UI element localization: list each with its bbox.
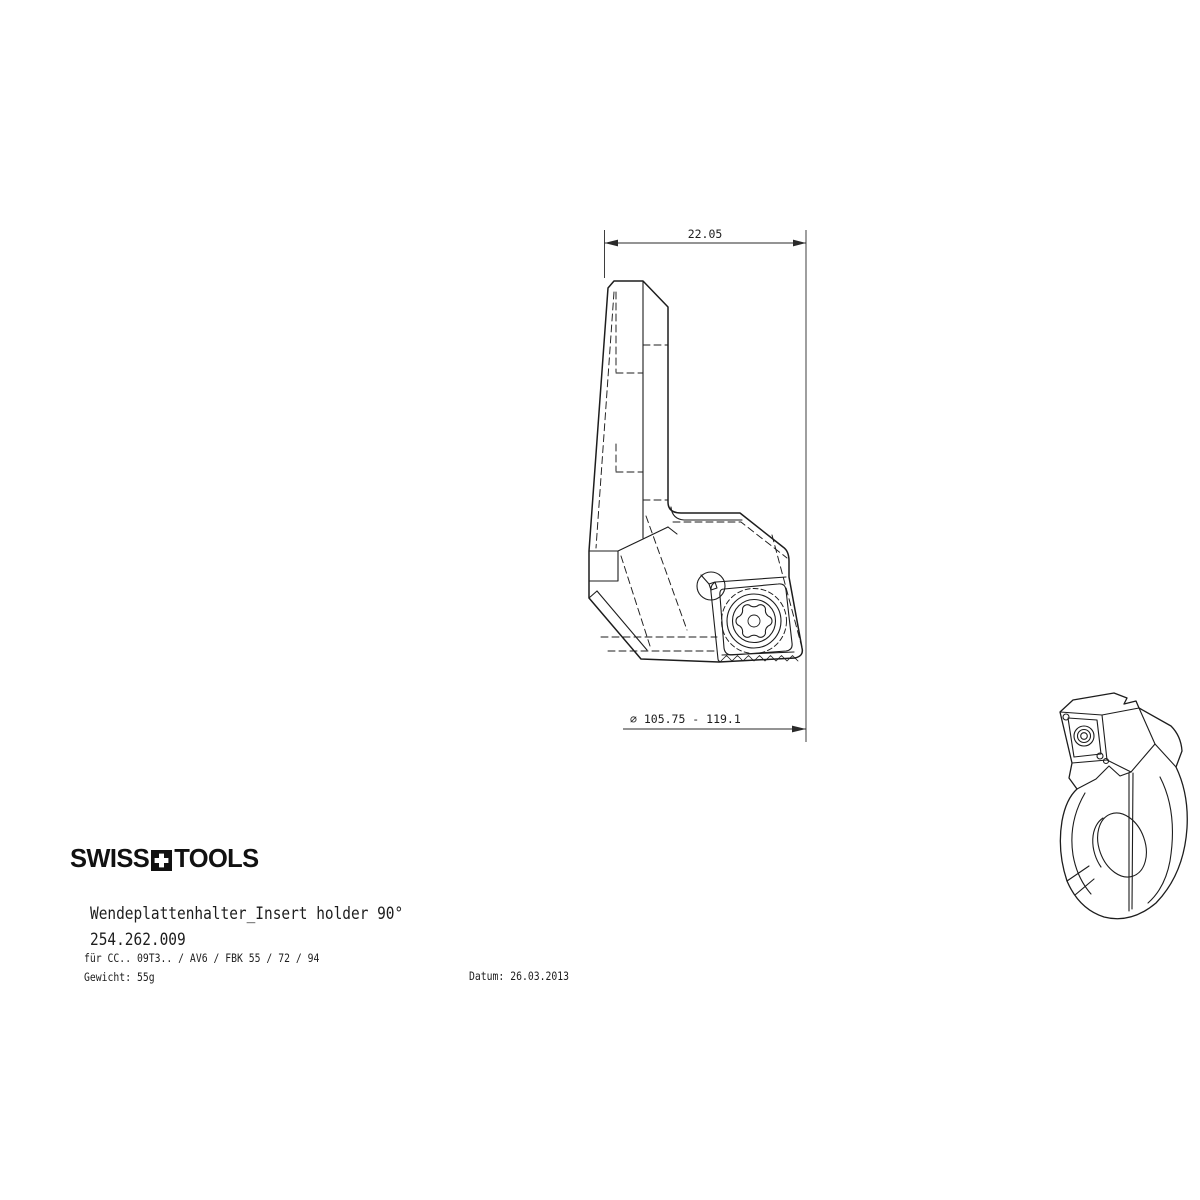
iso-flat-face-line bbox=[1132, 773, 1133, 909]
main-view bbox=[589, 281, 802, 662]
iso-corner-nub bbox=[1104, 759, 1109, 764]
hidden-line bbox=[646, 516, 687, 630]
brand-tools-text: TOOLS bbox=[174, 844, 259, 873]
iso-bore-hole bbox=[1089, 806, 1155, 884]
insert-edge-band bbox=[722, 652, 794, 655]
iso-screw-center bbox=[1081, 733, 1088, 740]
facet-line bbox=[1155, 744, 1176, 767]
insert-left-edge bbox=[711, 592, 723, 662]
product-title: Wendeplattenhalter_Insert holder 90° bbox=[90, 904, 404, 924]
iso-rim-inner bbox=[1072, 793, 1091, 894]
facet-line bbox=[1107, 760, 1131, 772]
facet-line bbox=[1102, 708, 1139, 715]
iso-back-arc bbox=[1148, 777, 1172, 903]
brand-logo bbox=[70, 845, 259, 873]
facet-line bbox=[1131, 744, 1155, 772]
internal-edges bbox=[589, 281, 742, 650]
arrowhead-icon bbox=[605, 240, 619, 247]
compatibility-note: für CC.. 09T3.. / AV6 / FBK 55 / 72 / 94 bbox=[83, 951, 320, 965]
hidden-line bbox=[673, 522, 787, 558]
swiss-cross-icon bbox=[151, 849, 172, 870]
article-number: 254.262.009 bbox=[90, 930, 187, 950]
iso-insert-corner bbox=[1063, 714, 1069, 720]
arrowhead-icon bbox=[792, 726, 806, 733]
diameter-dimension-value: ∅ 105.75 - 119.1 bbox=[630, 712, 741, 726]
facet-line bbox=[1139, 708, 1155, 744]
iso-slot-line bbox=[1067, 866, 1089, 881]
iso-slot-line bbox=[1075, 879, 1094, 895]
bottom-dimension bbox=[623, 712, 806, 732]
edge-line bbox=[589, 551, 618, 581]
brand-swiss-text: SWISS bbox=[70, 844, 150, 873]
hidden-circle bbox=[722, 589, 787, 654]
screw-mid-circle bbox=[733, 600, 776, 643]
dimension-value: 22.05 bbox=[687, 227, 723, 241]
hidden-line bbox=[621, 556, 650, 646]
holder-outline-path bbox=[589, 281, 802, 662]
screw-center-circle bbox=[748, 615, 760, 627]
torx-star bbox=[736, 605, 772, 638]
iso-screw-circle bbox=[1078, 730, 1091, 743]
torx-screw-icon bbox=[727, 594, 781, 648]
relief-marker bbox=[709, 582, 717, 590]
iso-head-facets bbox=[1102, 708, 1176, 772]
edge-line bbox=[597, 591, 647, 650]
edge-line bbox=[589, 591, 597, 598]
iso-ring-top-notch bbox=[1077, 766, 1131, 789]
iso-view bbox=[1060, 693, 1187, 919]
top-dimension bbox=[605, 227, 807, 742]
weight-label: Gewicht: 55g bbox=[83, 970, 155, 984]
relief-leader bbox=[701, 575, 709, 584]
screw-outer-circle bbox=[727, 594, 781, 648]
iso-insert-inner bbox=[1068, 718, 1101, 757]
edge-line bbox=[668, 527, 677, 534]
arrowhead-icon bbox=[793, 240, 806, 247]
date-label: Datum: 26.03.2013 bbox=[468, 969, 569, 983]
